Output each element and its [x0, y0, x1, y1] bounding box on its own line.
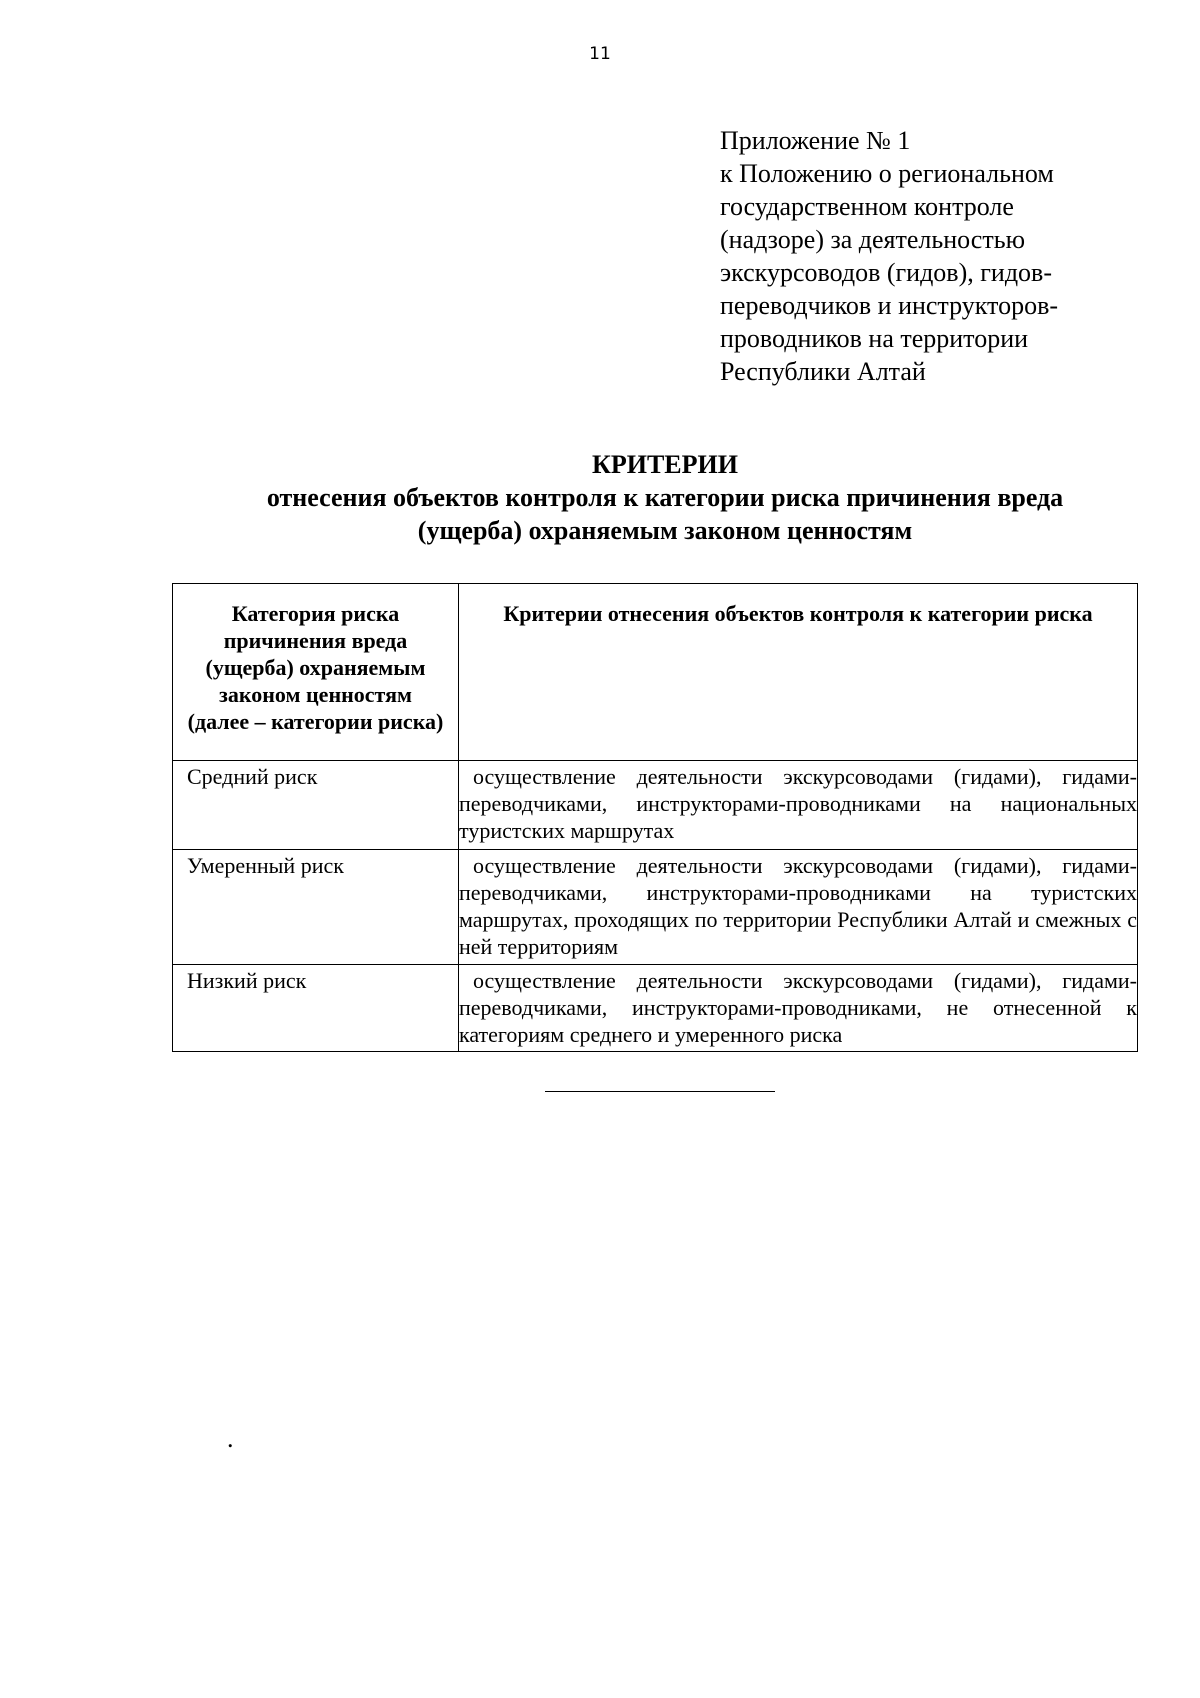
header-category-line: причинения вреда [223, 628, 408, 653]
appendix-line: (надзоре) за деятельностью [720, 225, 1025, 254]
header-category-line: законом ценностям [219, 682, 412, 707]
table-header-row [173, 584, 1138, 761]
appendix-line: Приложение № 1 [720, 126, 911, 155]
header-category-line: Категория риска [231, 601, 400, 626]
footer-mark: . [227, 1424, 234, 1453]
header-category-line: (ущерба) охраняемым [205, 655, 426, 680]
page-number: 11 [589, 44, 611, 64]
risk-category-cell: Средний риск [173, 761, 459, 850]
appendix-line: переводчиков и инструкторов- [720, 291, 1059, 320]
document-heading [210, 448, 1120, 547]
header-category-line: (далее – категории риска) [187, 709, 444, 734]
risk-category-cell: Умеренный риск [173, 850, 459, 965]
table-row [173, 761, 1138, 850]
appendix-line: проводников на территории [720, 324, 1029, 353]
risk-criteria-cell: осуществление деятельности экскурсоводами (гидами), гидами-переводчиками, инструкторами-проводниками на национальных туристских маршрутах [459, 761, 1138, 850]
risk-category-cell: Низкий риск [173, 965, 459, 1052]
heading-subtitle-line: (ущерба) охраняемым законом ценностям [417, 516, 913, 545]
appendix-reference [720, 124, 1160, 388]
heading-subtitle-line: отнесения объектов контроля к категории риска причинения вреда [266, 483, 1064, 512]
risk-criteria-table [172, 583, 1138, 1052]
header-category [173, 584, 459, 761]
header-criteria: Критерии отнесения объектов контроля к категории риска [459, 584, 1138, 761]
heading-title: КРИТЕРИИ [592, 450, 738, 479]
table-row [173, 850, 1138, 965]
appendix-line: Республики Алтай [720, 357, 926, 386]
appendix-line: к Положению о региональном [720, 159, 1054, 188]
table-row [173, 965, 1138, 1052]
risk-criteria-cell: осуществление деятельности экскурсоводами (гидами), гидами-переводчиками, инструкторами-проводниками, не отнесенной к категориям среднего и умеренного риска [459, 965, 1138, 1052]
separator-line [545, 1091, 775, 1092]
risk-criteria-cell: осуществление деятельности экскурсоводами (гидами), гидами-переводчиками, инструкторами-проводниками на туристских маршрутах, проходящих по территории Республики Алтай и смежных с ней территориям [459, 850, 1138, 965]
appendix-line: государственном контроле [720, 192, 1014, 221]
appendix-line: экскурсоводов (гидов), гидов- [720, 258, 1052, 287]
